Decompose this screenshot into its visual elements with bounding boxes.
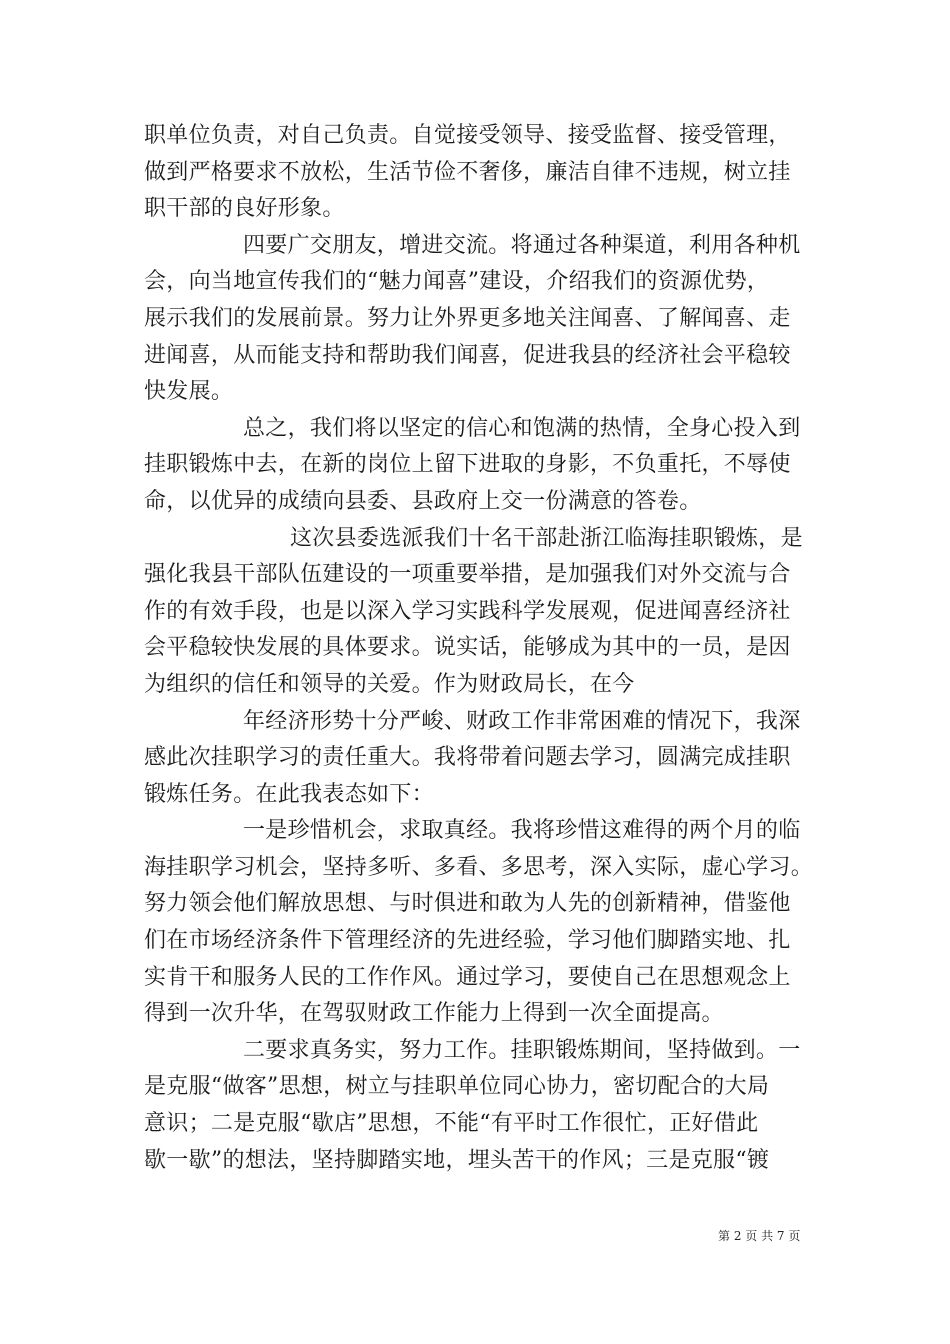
text-line: 快发展。	[144, 379, 234, 405]
text-line: 进闻喜，从而能支持和帮助我们闻喜，促进我县的经济社会平稳较	[144, 342, 791, 368]
text-line: 命，以优异的成绩向县委、县政府上交一份满意的答卷。	[144, 488, 702, 514]
text-line: 四要广交朋友，增进交流。将通过各种渠道，利用各种机	[243, 232, 801, 258]
text-line: 这次县委选派我们十名干部赴浙江临海挂职锻炼，是	[290, 525, 803, 551]
text-line: 努力领会他们解放思想、与时俱进和敢为人先的创新精神，借鉴他	[144, 891, 791, 917]
page-number: 第 2 页 共 7 页	[718, 1229, 801, 1243]
text-line: 为组织的信任和领导的关爱。作为财政局长，在今	[144, 671, 635, 697]
text-line: 展示我们的发展前景。努力让外界更多地关注闻喜、了解闻喜、走	[144, 305, 791, 331]
text-line: 二要求真务实，努力工作。挂职锻炼期间，坚持做到。一	[243, 1037, 801, 1063]
text-line: 实肯干和服务人民的工作作风。通过学习，要使自己在思想观念上	[144, 964, 791, 990]
text-line: 强化我县干部队伍建设的一项重要举措，是加强我们对外交流与合	[144, 562, 791, 588]
text-line: 总之，我们将以坚定的信心和饱满的热情，全身心投入到	[243, 415, 801, 441]
text-line: 职单位负责，对自己负责。自觉接受领导、接受监督、接受管理，	[144, 123, 791, 148]
text-line: 会，向当地宣传我们的“魅力闻喜”建设，介绍我们的资源优势，	[144, 269, 770, 295]
text-line: 职干部的良好形象。	[144, 196, 345, 222]
text-line: 锻炼任务。在此我表态如下：	[144, 781, 434, 807]
text-line: 歇一歇”的想法，坚持脚踏实地，埋头苦干的作风；三是克服“镀	[144, 1147, 770, 1173]
text-line: 得到一次升华，在驾驭财政工作能力上得到一次全面提高。	[144, 1001, 724, 1027]
text-line: 海挂职学习机会，坚持多听、多看、多思考，深入实际，虚心学习。	[144, 854, 814, 880]
text-line: 会平稳较快发展的具体要求。说实话，能够成为其中的一员，是因	[144, 635, 791, 661]
text-line: 是克服“做客”思想，树立与挂职单位同心协力，密切配合的大局	[144, 1074, 770, 1100]
text-line: 意识；二是克服“歇店”思想，不能“有平时工作很忙，正好借此	[144, 1111, 759, 1137]
text-line: 做到严格要求不放松，生活节俭不奢侈，廉洁自律不违规，树立挂	[144, 159, 791, 185]
text-line: 作的有效手段，也是以深入学习实践科学发展观，促进闻喜经济社	[144, 598, 791, 624]
body-text	[144, 118, 814, 1179]
text-line: 挂职锻炼中去，在新的岗位上留下进取的身影，不负重托，不辱使	[144, 452, 791, 478]
text-line: 一是珍惜机会，求取真经。我将珍惜这难得的两个月的临	[243, 818, 801, 844]
text-line: 年经济形势十分严峻、财政工作非常困难的情况下，我深	[243, 708, 801, 734]
text-line: 们在市场经济条件下管理经济的先进经验，学习他们脚踏实地、扎	[144, 928, 791, 954]
text-line: 感此次挂职学习的责任重大。我将带着问题去学习，圆满完成挂职	[144, 745, 791, 771]
